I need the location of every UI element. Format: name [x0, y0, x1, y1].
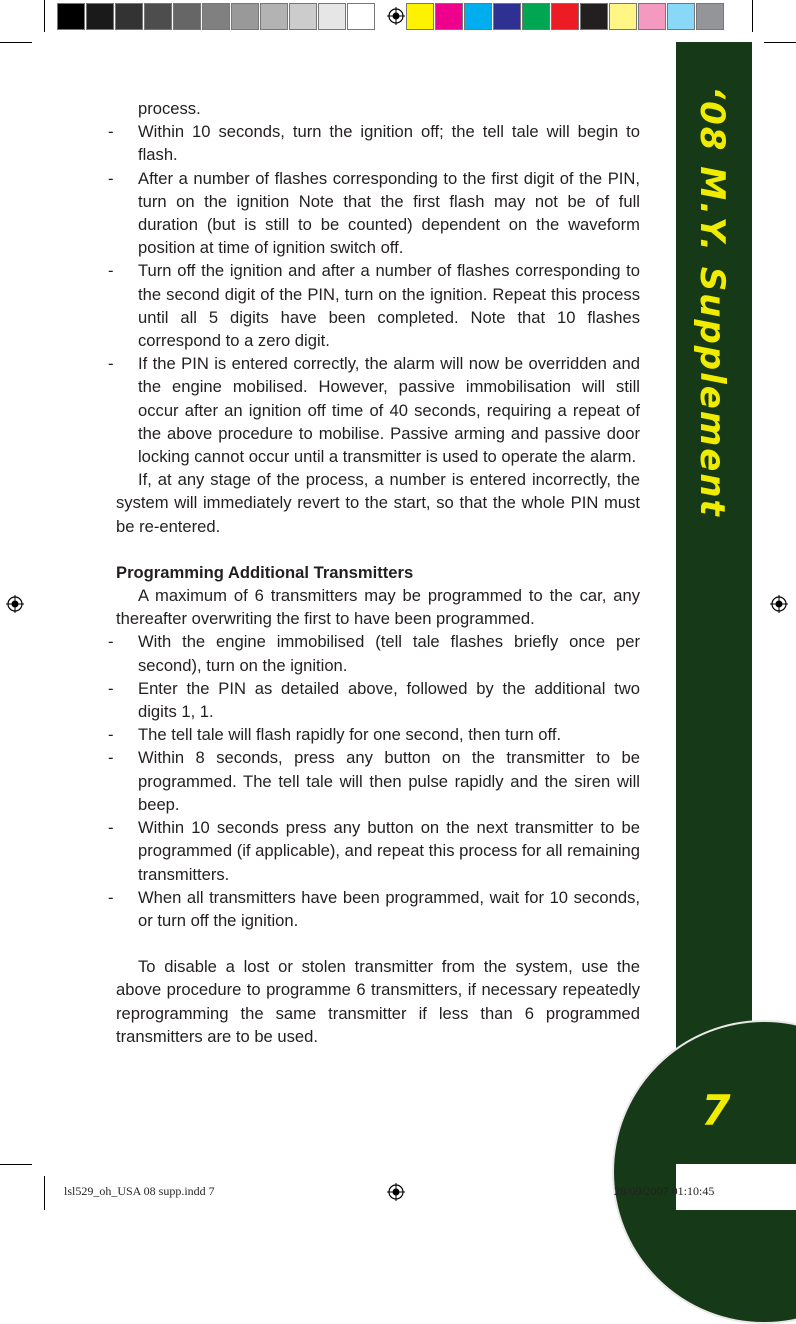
- section-heading: Programming Additional Transmitters: [116, 562, 414, 582]
- list-item-text: With the engine immobilised (tell tale flashes briefly once per second), turn on the ignition.: [138, 632, 640, 675]
- note-paragraph: If, at any stage of the process, a number is entered incorrectly, the system will immediately revert to the start, so that the whole PIN must be re-entered.: [116, 470, 640, 536]
- color-swatch: [609, 3, 637, 30]
- list-item: [108, 746, 640, 816]
- list-item: [108, 352, 640, 468]
- list-dash: -: [108, 887, 114, 907]
- list-item: [108, 630, 640, 676]
- crop-mark: [764, 42, 796, 43]
- color-swatch: [551, 3, 579, 30]
- step-list-pin: [108, 120, 640, 468]
- list-item: [108, 677, 640, 723]
- color-swatch: [580, 3, 608, 30]
- list-item-text: When all transmitters have been programmed, wait for 10 seconds, or turn off the ignition.: [138, 887, 640, 930]
- list-dash: -: [108, 725, 114, 745]
- color-swatch: [638, 3, 666, 30]
- list-item: [108, 886, 640, 932]
- color-swatch: [696, 3, 724, 30]
- color-swatch: [347, 3, 375, 30]
- color-swatch: [173, 3, 201, 30]
- intro-paragraph: A maximum of 6 transmitters may be programmed to the car, any thereafter overwriting the first to have been programmed.: [116, 586, 640, 629]
- list-item-text: Within 10 seconds, turn the ignition off; the tell tale will begin to flash.: [138, 122, 640, 165]
- list-dash: -: [108, 168, 114, 188]
- list-dash: -: [108, 354, 114, 374]
- color-swatch: [144, 3, 172, 30]
- color-swatch: [406, 3, 434, 30]
- registration-mark-icon: [6, 595, 24, 613]
- color-swatch: [493, 3, 521, 30]
- list-item: [108, 816, 640, 886]
- color-swatch: [464, 3, 492, 30]
- list-dash: -: [108, 678, 114, 698]
- page-number: 7: [701, 1086, 731, 1135]
- crop-mark: [0, 42, 32, 43]
- list-item-text: Within 8 seconds, press any button on the transmitter to be programmed. The tell tale will then pulse rapidly and the siren will beep.: [138, 748, 640, 814]
- list-dash: -: [108, 261, 114, 281]
- closing-paragraph: To disable a lost or stolen transmitter from the system, use the above procedure to programme 6 transmitters, if necessary repeatedly reprogramming the same transmitter if less than 6 programmed transmitters are to be used.: [116, 957, 640, 1046]
- list-dash: -: [108, 748, 114, 768]
- list-dash: -: [108, 818, 114, 838]
- color-swatch: [86, 3, 114, 30]
- crop-mark: [44, 1176, 45, 1210]
- color-swatch: [231, 3, 259, 30]
- footer-filename: lsl529_oh_USA 08 supp.indd 7: [64, 1184, 215, 1198]
- color-swatch: [667, 3, 695, 30]
- color-swatch: [57, 3, 85, 30]
- step-list-transmitters: [108, 630, 640, 932]
- list-item-text: Within 10 seconds press any button on the next transmitter to be programmed (if applicable), and repeat this process for all remaining transmitters.: [138, 818, 640, 884]
- registration-mark-icon: [387, 7, 405, 25]
- list-dash: -: [108, 632, 114, 652]
- color-swatch: [115, 3, 143, 30]
- crop-mark: [752, 0, 753, 32]
- list-item: [108, 723, 640, 746]
- list-item-text: If the PIN is entered correctly, the alarm will now be overridden and the engine mobilised. However, passive immobilisation will still occur after an ignition off time of 40 seconds, requiring a repeat of the above procedure to mobilise. Passive arming and passive door locking cannot occur until a transmitter is used to operate the alarm.: [138, 354, 640, 467]
- list-item-text: Turn off the ignition and after a number of flashes corresponding to the second digit of the PIN, turn on the ignition. Repeat this process until all 5 digits have been completed. Note that 10 flashes correspond to a zero digit.: [138, 261, 640, 351]
- list-item: [108, 120, 640, 166]
- color-swatch: [522, 3, 550, 30]
- list-item-text: Enter the PIN as detailed above, followed by the additional two digits 1, 1.: [138, 678, 640, 722]
- list-item-text: After a number of flashes corresponding to the first digit of the PIN, turn on the ignition Note that the first flash may not be of full duration (but is still to be counted) dependent on the waveform position at time of ignition switch off.: [138, 168, 640, 258]
- list-item: [108, 167, 640, 260]
- body-text: [108, 97, 640, 1048]
- registration-mark-icon: [770, 595, 788, 613]
- footer-timestamp: 28/09/2007 01:10:45: [614, 1184, 715, 1198]
- registration-mark-icon: [387, 1183, 405, 1201]
- crop-mark: [44, 0, 45, 32]
- crop-mark: [0, 1164, 32, 1165]
- list-dash: -: [108, 122, 114, 142]
- color-swatch: [202, 3, 230, 30]
- list-item-text: The tell tale will flash rapidly for one second, then turn off.: [138, 725, 562, 745]
- color-swatch: [435, 3, 463, 30]
- color-swatch: [260, 3, 288, 30]
- color-swatch: [318, 3, 346, 30]
- color-swatch: [289, 3, 317, 30]
- list-item: [108, 259, 640, 352]
- paragraph-continuation: process.: [138, 99, 201, 118]
- section-title-text: ‘08 M.Y. Supplement: [692, 86, 732, 518]
